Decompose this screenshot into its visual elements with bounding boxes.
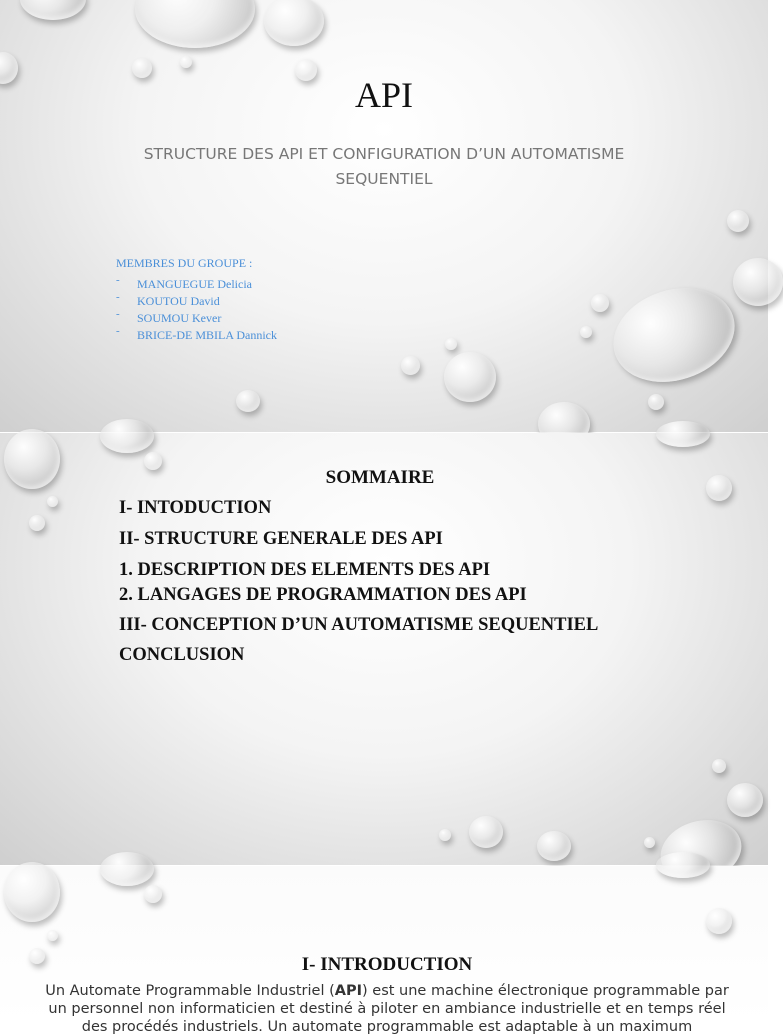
bullet-dash: - <box>116 325 120 337</box>
table-of-contents <box>119 498 598 666</box>
member-name: KOUTOU David <box>137 294 220 308</box>
title-slide <box>0 0 768 432</box>
water-drop <box>264 0 324 46</box>
summary-slide <box>0 433 768 865</box>
bullet-dash: - <box>116 291 120 303</box>
water-drop <box>591 294 609 312</box>
paragraph-bold-term: API <box>334 983 363 999</box>
water-drop <box>706 908 732 934</box>
water-drop <box>733 258 783 306</box>
water-drop <box>4 862 60 922</box>
water-drop <box>144 885 162 903</box>
paragraph-text: ) est une machine électronique programmable par un personnel non informaticien et destiné à piloter en ambiance industrielle et en temps réel des procédés industriels. Un automate programmable est adaptable à un maximum <box>48 983 729 1035</box>
members-heading: MEMBRES DU GROUPE : <box>116 256 253 270</box>
water-drop <box>727 210 749 232</box>
water-drop <box>439 829 451 841</box>
water-drop <box>47 496 58 507</box>
toc-item: I- INTODUCTION <box>119 498 272 518</box>
water-drop <box>100 852 154 886</box>
summary-title: SOMMAIRE <box>325 467 435 488</box>
water-drop <box>444 352 496 402</box>
water-drop <box>580 326 592 338</box>
toc-item: CONCLUSION <box>119 645 245 665</box>
toc-item: III- CONCEPTION D’UN AUTOMATISME SEQUENTIEL <box>119 615 599 635</box>
member-name: BRICE-DE MBILA Dannick <box>137 328 277 342</box>
water-drop <box>401 356 420 375</box>
water-drop <box>180 56 192 68</box>
water-drop <box>236 390 260 412</box>
water-drop <box>644 837 655 848</box>
water-drop <box>656 852 710 878</box>
water-drop <box>601 273 747 397</box>
water-drop <box>29 515 45 531</box>
water-drop <box>656 421 710 447</box>
water-drop <box>537 831 571 861</box>
list-item <box>116 310 277 327</box>
bullet-dash: - <box>116 308 120 320</box>
member-name: SOUMOU Kever <box>137 311 222 325</box>
introduction-title: I- INTRODUCTION <box>301 954 473 975</box>
water-drop <box>47 930 58 941</box>
bullet-dash: - <box>116 274 120 286</box>
water-drop <box>469 816 503 848</box>
members-list <box>116 276 277 344</box>
presentation-subtitle: STRUCTURE DES API ET CONFIGURATION D’UN AUTOMATISME SEQUENTIEL <box>143 145 625 188</box>
member-name: MANGUEGUE Delicia <box>137 277 252 291</box>
introduction-slide <box>0 866 768 1035</box>
water-drop <box>100 419 154 453</box>
list-item <box>116 293 277 310</box>
water-drop <box>712 759 726 773</box>
paragraph-text: Un Automate Programmable Industriel ( <box>45 983 335 999</box>
water-drop <box>648 394 664 410</box>
list-item <box>116 276 277 293</box>
toc-item: II- STRUCTURE GENERALE DES API <box>119 529 443 549</box>
group-members <box>116 256 277 344</box>
water-drop <box>135 0 255 48</box>
water-drop <box>445 338 457 350</box>
introduction-paragraph <box>40 982 734 1036</box>
list-item <box>116 327 277 344</box>
water-drop <box>20 0 86 20</box>
presentation-title: API <box>354 75 413 115</box>
toc-item: 2. LANGAGES DE PROGRAMMATION DES API <box>119 585 527 605</box>
toc-item: 1. DESCRIPTION DES ELEMENTS DES API <box>119 560 491 580</box>
water-drop <box>727 783 763 817</box>
